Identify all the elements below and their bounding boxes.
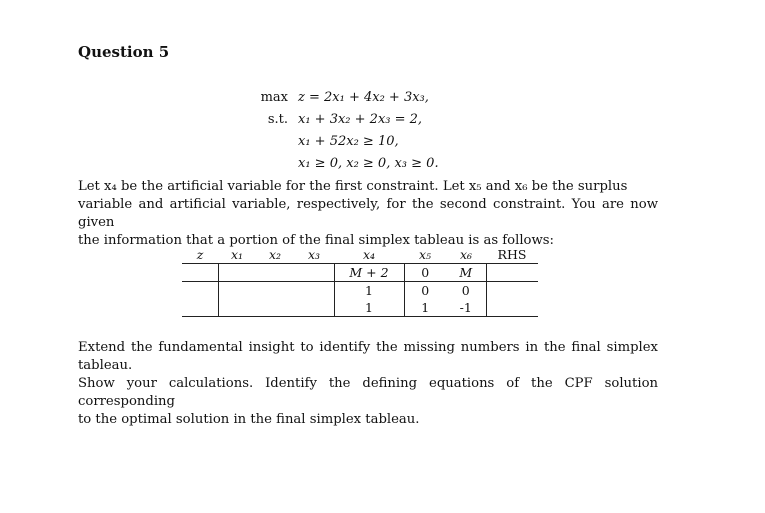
cell-x5: 0	[404, 264, 446, 282]
question-title: Question 5	[78, 43, 170, 61]
cell-x4: 1	[334, 299, 404, 317]
cell-x6: M	[446, 264, 486, 282]
tableau-row-2	[182, 299, 538, 317]
intro-line: Let x₄ be the artificial variable for the first constraint. Let x₅ and x₆ be the surplus	[78, 179, 628, 194]
objective-equation: z = 2x₁ + 4x₂ + 3x₃,	[298, 90, 429, 105]
cell-x6: 0	[446, 282, 486, 300]
cell-x5: 1	[404, 299, 446, 317]
st-label: s.t.	[267, 112, 288, 127]
intro-paragraph	[78, 178, 658, 250]
closing-paragraph	[78, 339, 658, 429]
cell-x6: -1	[446, 299, 486, 317]
header-x3: x₃	[307, 247, 321, 262]
objective-label: max	[260, 90, 288, 105]
intro-line: variable and artificial variable, respectively, for the second constraint. You are now given	[78, 197, 658, 230]
nonnegativity-constraints: x₁ ≥ 0, x₂ ≥ 0, x₃ ≥ 0.	[298, 156, 439, 171]
constraint-2: x₁ + 52x₂ ≥ 10,	[298, 134, 399, 149]
header-x1: x₁	[230, 247, 244, 262]
final-simplex-tableau	[182, 246, 538, 317]
closing-line: Show your calculations. Identify the defining equations of the CPF solution corresponding	[78, 376, 658, 409]
closing-line: to the optimal solution in the final simplex tableau.	[78, 412, 420, 427]
cell-x5: 0	[404, 282, 446, 300]
header-z: z	[196, 247, 204, 262]
header-x2: x₂	[268, 247, 282, 262]
cell-x4: 1	[334, 282, 404, 300]
tableau-row-0	[182, 264, 538, 282]
header-x4: x₄	[362, 247, 376, 262]
closing-line: Extend the fundamental insight to identify the missing numbers in the final simplex tableau.	[78, 340, 658, 373]
header-x6: x₆	[459, 247, 473, 262]
intro-line: the information that a portion of the final simplex tableau is as follows:	[78, 233, 554, 248]
header-x5: x₅	[418, 247, 432, 262]
header-rhs: RHS	[497, 247, 527, 262]
tableau-row-1	[182, 282, 538, 300]
constraint-1: x₁ + 3x₂ + 2x₃ = 2,	[298, 112, 423, 127]
lp-formulation	[0, 0, 765, 180]
tableau-header-row	[182, 246, 538, 264]
cell-x4: M + 2	[334, 264, 404, 282]
